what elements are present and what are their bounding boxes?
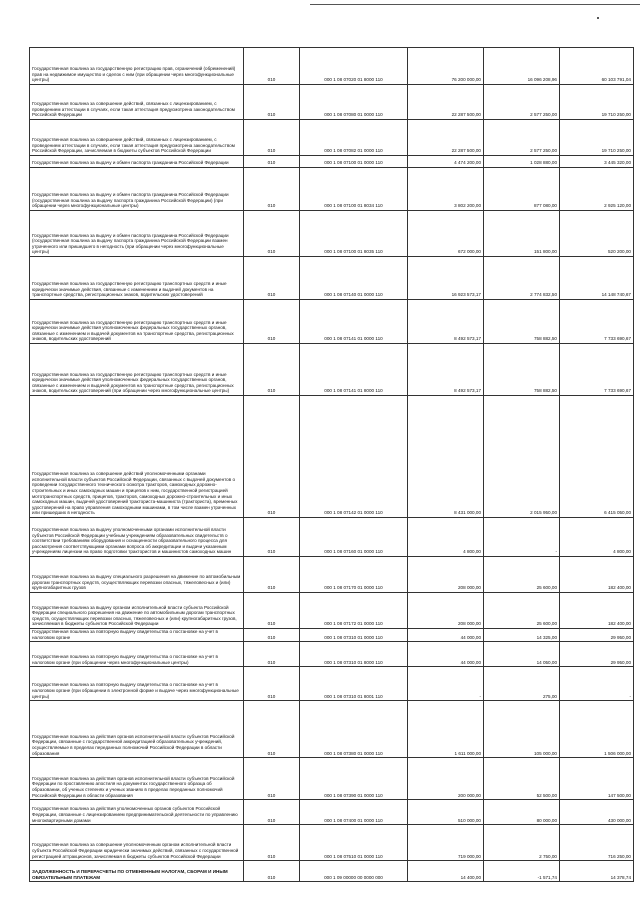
row-name: Государственная пошлина за действия органов исполнительной власти субъектов Российской Федерации, связанные с государственной аккредитацией образовательных учреждений, осуществляемые в пределах переданных полномочий Российской Федерации в области образования — [30, 701, 244, 758]
table-row — [30, 667, 634, 701]
row-line-code: 010 — [244, 593, 300, 629]
table-row — [30, 861, 634, 882]
row-name: Государственная пошлина за государственную регистрацию транспортных средств и иные юридически значимые действия, связанные с изменением и выдачей документов на транспортные средства, регистрационных знаков, водительских удостоверений — [30, 257, 244, 300]
row-executed-amount: 151 800,00 — [484, 211, 560, 257]
row-income-code: 000 1 08 07380 01 0000 110 — [300, 701, 408, 758]
table-row — [30, 168, 634, 211]
row-line-code: 010 — [244, 168, 300, 211]
row-line-code: 010 — [244, 800, 300, 825]
row-approved-amount: 8 492 573,17 — [408, 344, 484, 396]
row-executed-amount: 275,00 — [484, 667, 560, 701]
row-income-code: 000 1 08 07142 01 0000 110 — [300, 396, 408, 518]
row-name: Государственная пошлина за повторную выдачу свидетельства о постановке на учет в налоговом органе (при обращении в электронной форме и выдаче через многофункциональные центры) — [30, 667, 244, 701]
row-approved-amount: 4 800,00 — [408, 518, 484, 557]
budget-income-table — [29, 47, 634, 882]
row-approved-amount: 16 923 573,17 — [408, 257, 484, 300]
table-row — [30, 629, 634, 642]
row-name: Государственная пошлина за выдачу уполномоченными органами исполнительной власти субъектов Российской Федерации учебным учреждениям образовательных свидетельств о соответствии требованиям оборудования и оснащенности образовательного процесса для рассмотрения соответствующими органами вопроса об аккредитации и выдачи указанным учреждениям лицензии на право подготовки трактористов и машинистов самоходных машин — [30, 518, 244, 557]
row-income-code: 000 1 08 07140 01 0000 110 — [300, 257, 408, 300]
row-executed-amount: 1 028 880,00 — [484, 156, 560, 168]
table-row — [30, 85, 634, 120]
row-executed-amount: -1 571,74 — [484, 861, 560, 882]
table-row — [30, 593, 634, 629]
row-approved-amount: 22 287 500,00 — [408, 120, 484, 156]
row-line-code: 010 — [244, 257, 300, 300]
row-executed-amount: 2 750,00 — [484, 825, 560, 861]
row-executed-amount: 52 500,00 — [484, 758, 560, 800]
row-income-code: 000 1 08 07020 01 8000 110 — [300, 48, 408, 85]
row-remaining-amount: 430 000,00 — [560, 800, 634, 825]
row-line-code: 010 — [244, 300, 300, 344]
row-income-code: 000 1 08 07310 01 8001 110 — [300, 667, 408, 701]
row-name: Государственная пошлина за выдачу органом исполнительной власти субъекта Российской Федерации специального разрешения на движение по автомобильным дорогам транспортных средств, осуществляющих перевозки опасных, тяжеловесных и (или) крупногабаритных грузов, зачисляемая в бюджеты субъектов Российской Федерации — [30, 593, 244, 629]
row-executed-amount: 16 096 208,96 — [484, 48, 560, 85]
row-remaining-amount: 14 148 740,67 — [560, 257, 634, 300]
row-name: Государственная пошлина за повторную выдачу свидетельства о постановке на учет в налоговом органе — [30, 629, 244, 642]
row-approved-amount: - — [408, 667, 484, 701]
row-remaining-amount: 716 250,00 — [560, 825, 634, 861]
row-remaining-amount: 147 500,00 — [560, 758, 634, 800]
row-executed-amount: 758 882,50 — [484, 344, 560, 396]
row-remaining-amount: - — [560, 667, 634, 701]
row-income-code: 000 1 08 07080 01 0000 110 — [300, 85, 408, 120]
row-line-code: 010 — [244, 629, 300, 642]
row-name: Государственная пошлина за государственную регистрацию транспортных средств и иные юридически значимые действия уполномоченных федеральных государственных органов, связанные с изменением и выдачей документов на транспортные средства, регистрационных знаков, водительских удостоверений — [30, 300, 244, 344]
table-row — [30, 701, 634, 758]
row-approved-amount: 3 802 200,00 — [408, 168, 484, 211]
row-line-code: 010 — [244, 758, 300, 800]
top-rule — [310, 4, 640, 5]
row-name: Государственная пошлина за действия уполномоченных органов субъектов Российской Федерации, связанные с лицензированием предпринимательской деятельности по управлению многоквартирными домами — [30, 800, 244, 825]
row-remaining-amount: 3 445 320,00 — [560, 156, 634, 168]
table-row — [30, 825, 634, 861]
row-remaining-amount: 29 950,00 — [560, 642, 634, 667]
row-remaining-amount: 19 710 250,00 — [560, 120, 634, 156]
row-approved-amount: 672 000,00 — [408, 211, 484, 257]
table-row — [30, 257, 634, 300]
row-name: Государственная пошлина за совершение действий, связанных с лицензированием, с проведением аттестации в случаях, если такая аттестация предусмотрена законодательством Российской Федерации — [30, 85, 244, 120]
row-executed-amount: 2 015 950,00 — [484, 396, 560, 518]
row-remaining-amount: 19 710 250,00 — [560, 85, 634, 120]
row-approved-amount: 200 000,00 — [408, 758, 484, 800]
row-name: Государственная пошлина за государственную регистрацию прав, ограничений (обременений) прав на недвижимое имущество и сделок с ним (при обращении через многофункциональные центры) — [30, 48, 244, 85]
row-executed-amount: 105 000,00 — [484, 701, 560, 758]
row-executed-amount: - — [484, 518, 560, 557]
row-income-code: 000 1 08 07310 01 8000 110 — [300, 642, 408, 667]
row-line-code: 010 — [244, 85, 300, 120]
row-name: Государственная пошлина за повторную выдачу свидетельства о постановке на учет в налоговом органе (при обращении через многофункциональные центры) — [30, 642, 244, 667]
row-remaining-amount: 29 950,00 — [560, 629, 634, 642]
row-remaining-amount: 7 733 690,67 — [560, 344, 634, 396]
row-income-code: 000 1 08 07400 01 0000 110 — [300, 800, 408, 825]
row-name: Государственная пошлина за выдачу и обмен паспорта гражданина Российской Федерации (государственная пошлина за выдачу паспорта гражданина Российской Федерации взамен утраченного или пришедшего в негодность (при обращении через многофункциональные центры) — [30, 211, 244, 257]
row-approved-amount: 510 000,00 — [408, 800, 484, 825]
table-row — [30, 300, 634, 344]
row-executed-amount: 2 774 832,50 — [484, 257, 560, 300]
row-name: Государственная пошлина за государственную регистрацию транспортных средств и иные юридически значимые действия уполномоченных федеральных государственных органов, связанные с изменением и выдачей документов на транспортные средства, регистрационных знаков, водительских удостоверений (при обращении через многофункциональные центры) — [30, 344, 244, 396]
row-approved-amount: 208 000,00 — [408, 593, 484, 629]
row-approved-amount: 76 200 000,00 — [408, 48, 484, 85]
row-name: ЗАДОЛЖЕННОСТЬ И ПЕРЕРАСЧЕТЫ ПО ОТМЕНЕННЫМ НАЛОГАМ, СБОРАМ И ИНЫМ ОБЯЗАТЕЛЬНЫМ ПЛАТЕЖАМ — [30, 861, 244, 882]
row-approved-amount: 1 611 000,00 — [408, 701, 484, 758]
row-approved-amount: 4 474 200,00 — [408, 156, 484, 168]
row-income-code: 000 1 08 07100 01 8034 110 — [300, 168, 408, 211]
row-remaining-amount: 2 925 120,00 — [560, 168, 634, 211]
row-income-code: 000 1 08 07141 01 0000 110 — [300, 300, 408, 344]
row-remaining-amount: 4 800,00 — [560, 518, 634, 557]
row-approved-amount: 8 492 573,17 — [408, 300, 484, 344]
row-approved-amount: 22 287 500,00 — [408, 85, 484, 120]
row-executed-amount: 14 325,00 — [484, 629, 560, 642]
row-approved-amount: 44 000,00 — [408, 642, 484, 667]
table-row — [30, 557, 634, 593]
row-income-code: 000 1 08 07390 01 0000 110 — [300, 758, 408, 800]
row-line-code: 010 — [244, 701, 300, 758]
row-line-code: 010 — [244, 861, 300, 882]
row-income-code: 000 1 08 07082 01 0000 110 — [300, 120, 408, 156]
row-remaining-amount: 14 378,74 — [560, 861, 634, 882]
row-line-code: 010 — [244, 156, 300, 168]
row-executed-amount: 80 000,00 — [484, 800, 560, 825]
table-row — [30, 211, 634, 257]
row-income-code: 000 1 08 07100 01 8035 110 — [300, 211, 408, 257]
table-row — [30, 156, 634, 168]
row-line-code: 010 — [244, 344, 300, 396]
row-line-code: 010 — [244, 48, 300, 85]
row-line-code: 010 — [244, 825, 300, 861]
row-line-code: 010 — [244, 120, 300, 156]
row-name: Государственная пошлина за совершение действий уполномоченными органами исполнительной власти субъектов Российской Федерации, связанных с выдачей документов о проведении государственного технического осмотра тракторов, самоходных дорожно-строительных и иных самоходных машин и прицепов к ним, государственной регистрацией мототранспортных средств, прицепов, тракторов, самоходных дорожно-строительных и иных самоходных машин, выдачей удостоверений тракториста-машиниста (тракториста), временных удостоверений на право управления самоходными машинами, в том числе взамен утраченных или пришедших в негодность — [30, 396, 244, 518]
row-remaining-amount: 1 506 000,00 — [560, 701, 634, 758]
row-line-code: 010 — [244, 557, 300, 593]
row-name: Государственная пошлина за выдачу и обмен паспорта гражданина Российской Федерации — [30, 156, 244, 168]
row-approved-amount: 14 400,00 — [408, 861, 484, 882]
row-remaining-amount: 182 400,00 — [560, 557, 634, 593]
row-remaining-amount: 60 103 791,04 — [560, 48, 634, 85]
row-executed-amount: 2 577 250,00 — [484, 120, 560, 156]
row-executed-amount: 758 882,50 — [484, 300, 560, 344]
row-line-code: 010 — [244, 396, 300, 518]
table-row — [30, 642, 634, 667]
row-approved-amount: 208 000,00 — [408, 557, 484, 593]
row-line-code: 010 — [244, 518, 300, 557]
row-name: Государственная пошлина за действия органов исполнительной власти субъектов Российской Федерации по проставлению апостиля на документах государственного образца об образовании, об ученых степенях и ученых званиях в пределах переданных полномочий Российской Федерации в области образования — [30, 758, 244, 800]
row-line-code: 010 — [244, 642, 300, 667]
table-row — [30, 758, 634, 800]
table-row — [30, 120, 634, 156]
row-income-code: 000 1 09 00000 00 0000 000 — [300, 861, 408, 882]
row-name: Государственная пошлина за выдачу и обмен паспорта гражданина Российской Федерации (государственная пошлина за выдачу паспорта гражданина Российской Федерации) (при обращении через многофункциональные центры) — [30, 168, 244, 211]
row-approved-amount: 719 000,00 — [408, 825, 484, 861]
row-income-code: 000 1 08 07141 01 8000 110 — [300, 344, 408, 396]
table-row — [30, 800, 634, 825]
row-income-code: 000 1 08 07160 01 0000 110 — [300, 518, 408, 557]
row-name: Государственная пошлина за выдачу специального разрешения на движение по автомобильным дорогам транспортных средств, осуществляющих перевозки опасных, тяжеловесных и (или) крупногабаритных грузов — [30, 557, 244, 593]
row-approved-amount: 8 431 000,00 — [408, 396, 484, 518]
row-executed-amount: 2 577 250,00 — [484, 85, 560, 120]
table-row — [30, 344, 634, 396]
row-line-code: 010 — [244, 667, 300, 701]
row-remaining-amount: 7 733 690,67 — [560, 300, 634, 344]
row-remaining-amount: 182 400,00 — [560, 593, 634, 629]
row-income-code: 000 1 08 07510 01 0000 110 — [300, 825, 408, 861]
table-row — [30, 518, 634, 557]
row-line-code: 010 — [244, 211, 300, 257]
row-executed-amount: 25 600,00 — [484, 593, 560, 629]
row-name: Государственная пошлина за совершение уполномоченным органом исполнительной власти субъекта Российской Федерации юридически значимых действий, связанных с государственной регистрацией аттракционов, зачисляемая в бюджеты субъектов Российской Федерации — [30, 825, 244, 861]
row-remaining-amount: 520 200,00 — [560, 211, 634, 257]
row-income-code: 000 1 08 07100 01 0000 110 — [300, 156, 408, 168]
row-income-code: 000 1 08 07170 01 0000 110 — [300, 557, 408, 593]
table-row — [30, 48, 634, 85]
scan-speck — [597, 17, 599, 19]
table-row — [30, 396, 634, 518]
row-executed-amount: 25 600,00 — [484, 557, 560, 593]
row-executed-amount: 14 050,00 — [484, 642, 560, 667]
row-name: Государственная пошлина за совершение действий, связанных с лицензированием, с проведением аттестации в случаях, если такая аттестация предусмотрена законодательством Российской Федерации, зачисляемая в бюджеты субъектов Российской Федерации — [30, 120, 244, 156]
row-approved-amount: 44 000,00 — [408, 629, 484, 642]
row-executed-amount: 877 080,00 — [484, 168, 560, 211]
row-income-code: 000 1 08 07172 01 0000 110 — [300, 593, 408, 629]
row-remaining-amount: 6 415 050,00 — [560, 396, 634, 518]
row-income-code: 000 1 08 07310 01 0000 110 — [300, 629, 408, 642]
